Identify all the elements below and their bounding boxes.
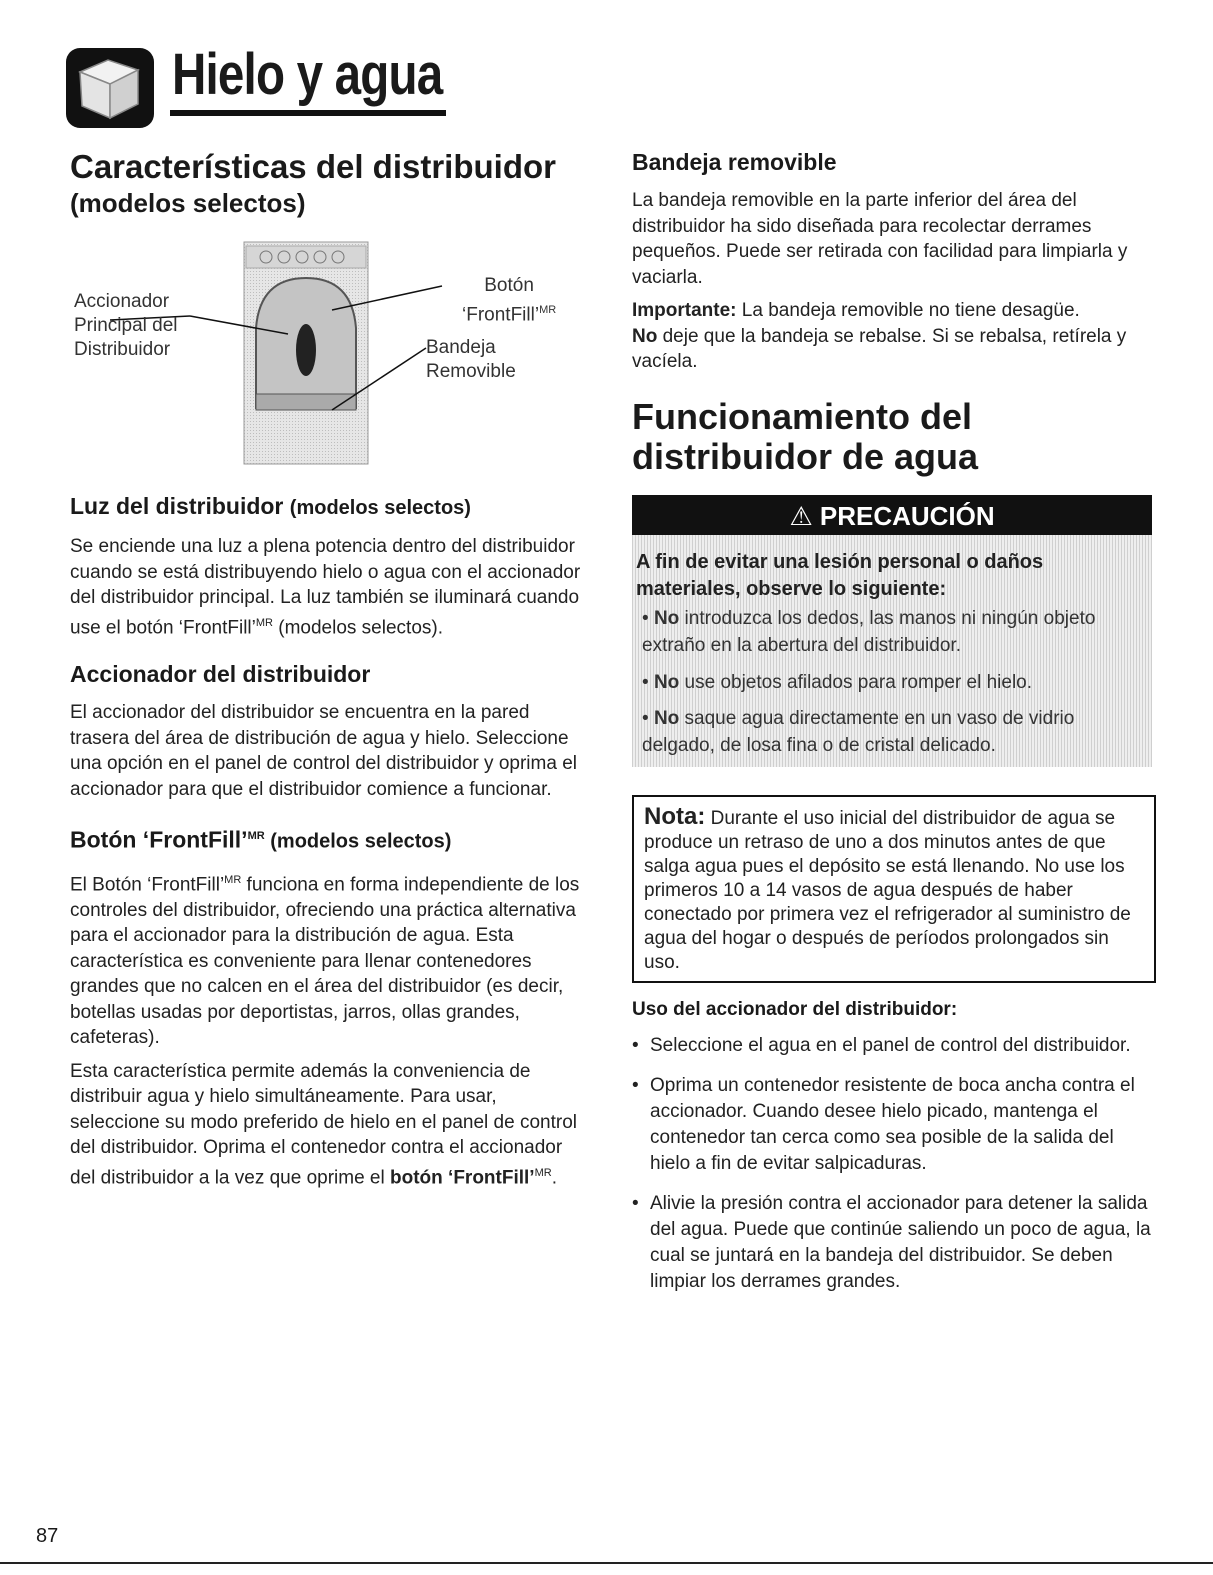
note-box: [632, 795, 1156, 983]
dispenser-diagram: [70, 238, 590, 478]
paragraph-boton-2: Esta característica permite además la conveniencia de distribuir agua y hielo simultáneamente. Para usar, seleccione su modo preferido de hielo en el panel de control del distribuidor. Oprima el contenedor contra el accionador del distribuidor a la vez que oprime el botón ‘FrontFill’$^{MR}$.: [70, 1060, 577, 1189]
paragraph-accionador: El accionador del distribuidor se encuentra en la pared trasera del área de distribución de agua y hielo. Seleccione una opción en el panel de control del distribuidor y oprima el accionador para que el distribuidor comience a funcionar.: [70, 702, 577, 800]
heading-boton: Botón ‘FrontFill’$^{MR}$ (modelos selectos): [70, 826, 452, 853]
ice-cube-icon: [64, 46, 156, 130]
paragraph-importante: Importante: La bandeja removible no tiene desagüe. No deje que la bandeja se rebalse. Si se rebalsa, retírela y vacíela.: [632, 300, 1127, 372]
page-number: 87: [36, 1525, 59, 1547]
label-frontfill-button: Botón ‘FrontFill’$^{MR}$: [462, 275, 557, 326]
note-label: Nota:: [644, 802, 706, 830]
label-main-actuator: Accionador Principal del Distribuidor: [74, 291, 178, 360]
heading-luz: Luz del distribuidor (modelos selectos): [70, 493, 471, 519]
section-title: Características del distribuidor: [70, 148, 556, 185]
heading-funcionamiento: Funcionamiento del distribuidor de agua: [632, 395, 979, 477]
list-item: • Alivie la presión contra el accionador para detener la salida del agua. Puede que continúe saliendo un poco de agua, la cual se juntará en la bandeja del distribuidor. Se deben limpiar los derrames grandes.: [632, 1191, 1152, 1295]
caution-box: [632, 495, 1152, 767]
heading-bandeja: Bandeja removible: [632, 149, 837, 175]
caution-item: • No introduzca los dedos, las manos ni ningún objeto extraño en la abertura del distribuidor.: [642, 607, 1096, 656]
caution-body: [632, 535, 1152, 767]
paragraph-luz: Se enciende una luz a plena potencia dentro del distribuidor cuando se está distribuyendo hielo o agua con el accionador del distribuidor principal. La luz también se iluminará cuando use el botón ‘FrontFill’$^{MR}$ (modelos selectos).: [70, 536, 581, 638]
paragraph-boton-1: El Botón ‘FrontFill’$^{MR}$ funciona en forma independiente de los controles del distribuidor, ofreciendo una práctica alternativa para el accionador para la distribución de agua. Esta característica es conveniente para llenar contenedores grandes que no calcen en el área del distribuidor (es decir, botellas usadas por deportistas, jarros, ollas grandes, cafeteras).: [70, 873, 580, 1049]
caution-header: ⚠ PRECAUCIÓN: [632, 495, 1152, 535]
list-item: • Oprima un contenedor resistente de boca ancha contra el accionador. Cuando desee hielo picado, mantenga el contenedor tan cerca como sea posible de la salida del hielo a fin de evitar salpicaduras.: [632, 1073, 1152, 1177]
heading-uso: Uso del accionador del distribuidor:: [632, 998, 958, 1020]
title-underline: [170, 110, 446, 116]
section-subtitle: (modelos selectos): [70, 188, 306, 218]
label-removable-tray: Bandeja Removible: [426, 337, 516, 382]
note-text: Durante el uso inicial del distribuidor de agua se produce un retraso de uno a dos minutos antes de que salga agua pues el depósito se está llenando. No use los primeros 10 a 14 vasos de agua después de haber conectado por primera vez el refrigerador al suministro de agua del hogar o después de períodos prolongados sin uso.: [644, 807, 1131, 973]
caution-item: • No use objetos afilados para romper el hielo.: [642, 671, 1033, 693]
page-title: Hielo y agua: [172, 42, 443, 107]
footer-rule: [0, 1562, 1213, 1564]
uso-list: [632, 1033, 1152, 1295]
caution-intro: A fin de evitar una lesión personal o daños materiales, observe lo siguiente:: [636, 550, 1044, 600]
heading-accionador: Accionador del distribuidor: [70, 661, 371, 688]
right-column: [632, 148, 1152, 1309]
paragraph-bandeja: La bandeja removible en la parte inferior del área del distribuidor ha sido diseñada para recolectar derrames pequeños. Puede ser retirada con facilidad para limpiarla y vaciarla.: [632, 190, 1128, 288]
list-item: • Seleccione el agua en el panel de control del distribuidor.: [632, 1033, 1152, 1059]
left-column: [70, 148, 590, 1191]
caution-item: • No saque agua directamente en un vaso de vidrio delgado, de losa fina o de cristal delicado.: [642, 707, 1075, 756]
